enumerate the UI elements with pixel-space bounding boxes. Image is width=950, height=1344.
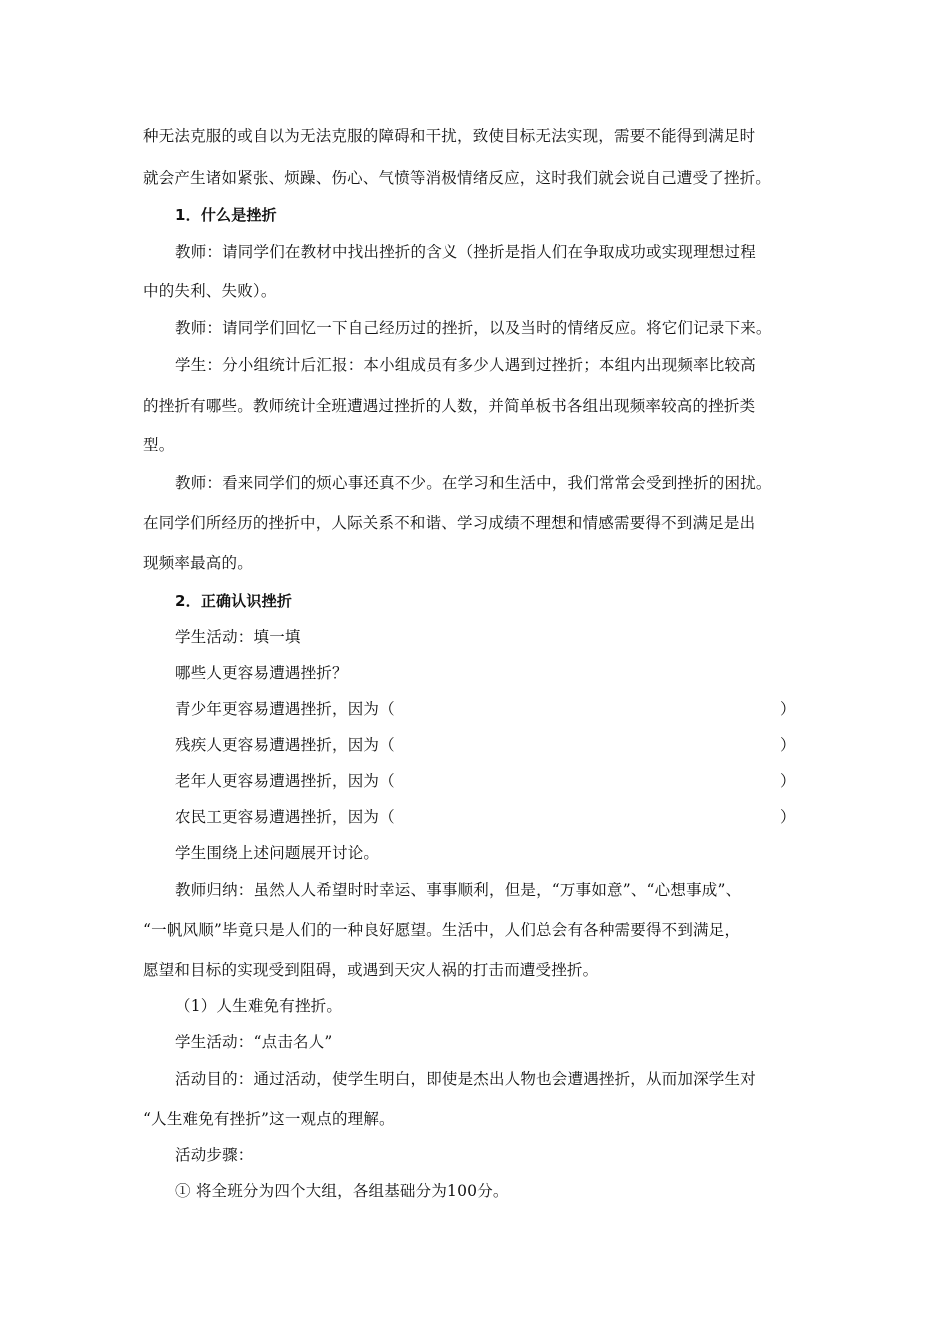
question-who: 哪些人更容易遭遇挫折？ [175,664,348,682]
student-1-line-2: 的挫折有哪些。教师统计全班遭遇过挫折的人数，并简单板书各组出现频率较高的挫折类 [143,397,756,415]
fill-teenagers: 青少年更容易遭遇挫折，因为（ [175,700,395,718]
activity-click-celebrity: 学生活动：“点击名人” [175,1033,333,1051]
goal-line-2: “人生难免有挫折”这一观点的理解。 [143,1110,395,1128]
heading-understand-frustration: 2．正确认识挫折 [175,592,293,610]
goal-line-1: 活动目的：通过活动，使学生明白，即使是杰出人物也会遭遇挫折，从而加深学生对 [175,1070,756,1088]
teacher-1-line-2: 中的失利、失败）。 [143,282,277,300]
subheading-1: （1）人生难免有挫折。 [175,997,343,1015]
fill-teenagers-close: ） [780,700,796,718]
summary-line-3: 愿望和目标的实现受到阻碍，或遇到天灾人祸的打击而遭受挫折。 [143,961,599,979]
intro-line-2: 就会产生诸如紧张、烦躁、伤心、气愤等消极情绪反应，这时我们就会说自己遭受了挫折。 [143,169,772,187]
activity-fill-in: 学生活动：填一填 [175,628,301,646]
discussion: 学生围绕上述问题展开讨论。 [175,844,380,862]
intro-line-1: 种无法克服的或自以为无法克服的障碍和干扰，致使目标无法实现，需要不能得到满足时 [143,127,756,145]
step-1: ① 将全班分为四个大组，各组基础分为100分。 [175,1182,509,1200]
teacher-2: 教师：请同学们回忆一下自己经历过的挫折，以及当时的情绪反应。将它们记录下来。 [175,319,772,337]
summary-line-1: 教师归纳：虽然人人希望时时幸运、事事顺利，但是，“万事如意”、“心想事成”、 [175,881,742,899]
student-1-line-1: 学生：分小组统计后汇报：本小组成员有多少人遇到过挫折；本组内出现频率比较高 [175,356,756,374]
fill-elderly-close: ） [780,772,796,790]
activity-steps: 活动步骤： [175,1146,254,1164]
fill-elderly: 老年人更容易遭遇挫折，因为（ [175,772,395,790]
fill-disabled: 残疾人更容易遭遇挫折，因为（ [175,736,395,754]
fill-migrant-workers-close: ） [780,808,796,826]
summary-line-2: “一帆风顺”毕竟只是人们的一种良好愿望。生活中，人们总会有各种需要得不到满足， [143,921,741,939]
teacher-3-line-2: 在同学们所经历的挫折中，人际关系不和谐、学习成绩不理想和情感需要得不到满足是出 [143,514,756,532]
teacher-3-line-1: 教师：看来同学们的烦心事还真不少。在学习和生活中，我们常常会受到挫折的困扰。 [175,474,772,492]
student-1-line-3: 型。 [143,436,175,454]
heading-what-is-frustration: 1．什么是挫折 [175,206,277,224]
fill-migrant-workers: 农民工更容易遭遇挫折，因为（ [175,808,395,826]
fill-disabled-close: ） [780,736,796,754]
teacher-1-line-1: 教师：请同学们在教材中找出挫折的含义（挫折是指人们在争取成功或实现理想过程 [175,243,756,261]
teacher-3-line-3: 现频率最高的。 [143,554,253,572]
